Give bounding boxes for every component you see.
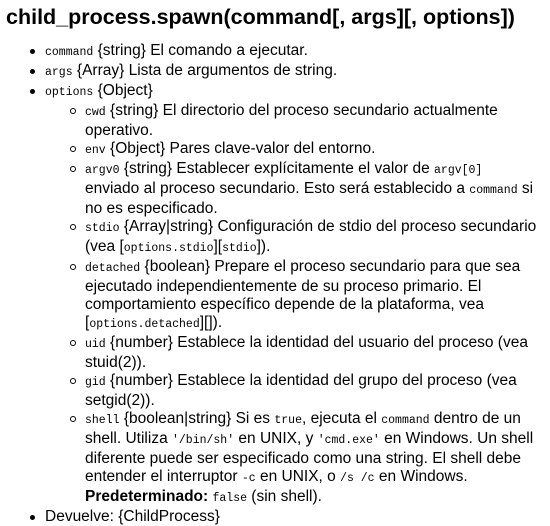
param-name: env [85,144,106,157]
param-desc: Establece la identidad del grupo del proceso (vea setgid(2)). [85,372,517,409]
param-desc: Establecer explícitamente el valor de [172,160,435,177]
inline-code: argv[0] [434,164,483,177]
param-type: {Array|string} [123,218,214,235]
options-list [45,102,544,508]
param-desc: Prepare el proceso secundario para que sea ejecutado independientemente de su proceso primario. El comportamiento específico depende de la plataforma, vea [ [85,258,521,331]
param-name: uid [85,338,106,351]
param-desc: en Windows. [374,468,468,485]
param-name: shell [85,414,120,427]
param-desc: (sin shell). [247,488,322,505]
param-desc: Establece la identidad del usuario del proceso (vea stuid(2)). [85,334,528,371]
param-type: {Object} [97,82,153,99]
param-type: {Object} [110,140,166,157]
param-desc: ][ [213,238,223,255]
param-type: {boolean} [144,258,211,275]
param-desc: , ejecuta el [301,410,382,427]
inline-code: /s /c [340,472,375,485]
list-item-cwd [45,102,544,140]
inline-code: 'cmd.exe' [317,434,380,447]
list-item-shell [45,410,544,508]
param-desc: si no es especificado. [85,180,534,217]
param-desc: Configuración de stdio del proceso secundario (vea [ [85,218,537,255]
param-type: {boolean|string} [123,410,232,427]
list-item-env [45,140,544,160]
param-type: {string} [110,102,159,119]
inline-code: command [381,414,430,427]
param-desc: El directorio del proceso secundario actualmente operativo. [85,102,498,139]
page-title: child_process.spawn(command[, args][, options]) [6,5,515,29]
list-item-args [0,62,550,82]
param-name: detached [85,262,141,275]
list-item-detached [45,258,544,334]
param-name: cwd [85,106,106,119]
param-list [0,42,550,526]
param-name: options [45,86,94,99]
param-name: argv0 [85,164,120,177]
param-type: {number} [110,372,173,389]
inline-code: stdio [222,242,257,255]
default-label: Predeterminado: [85,488,209,505]
list-item-gid [45,372,544,410]
list-item-argv0 [45,160,544,218]
param-type: {Array} [76,62,125,79]
param-desc: Si es [231,410,275,427]
param-desc: en UNIX, y [234,430,318,447]
param-type: {number} [110,334,173,351]
param-desc: enviado al proceso secundario. Esto será establecido a [85,180,470,197]
list-item-uid [45,334,544,372]
inline-code: '/bin/sh' [172,434,235,447]
param-name: gid [85,376,106,389]
param-desc: dentro de un shell. Utiliza [85,410,521,447]
param-desc: en UNIX, o [255,468,341,485]
param-desc: en Windows. Un shell diferente puede ser especificado como una string. El shell debe entender el interruptor [85,430,534,485]
list-item-command [0,42,550,62]
inline-code: command [469,184,518,197]
param-name: command [45,46,94,59]
inline-code: -c [241,472,256,485]
param-type: {string} [97,42,146,59]
list-item-stdio [45,218,544,258]
inline-code: true [274,414,302,427]
inline-code: options.stdio [123,242,214,255]
inline-code: options.detached [89,318,200,331]
param-desc: ]). [256,238,271,255]
inline-code: false [212,492,247,505]
param-desc: Pares clave-valor del entorno. [165,140,376,157]
returns-text: Devuelve: {ChildProcess} [45,508,220,525]
param-desc: Lista de argumentos de string. [124,62,338,79]
param-name: stdio [85,222,120,235]
param-desc: ][]). [199,314,223,331]
list-item-returns [0,508,550,526]
param-type: {string} [123,160,173,177]
param-name: args [45,66,73,79]
param-desc: El comando a ejecutar. [145,42,308,59]
list-item-options [0,82,550,508]
